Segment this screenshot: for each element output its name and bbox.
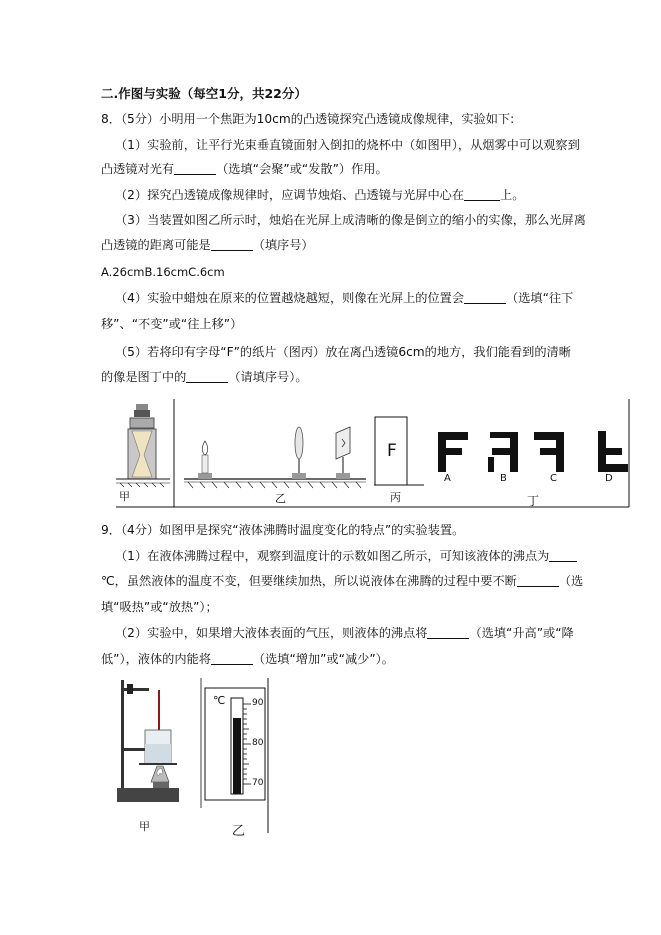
q8-part4-post: （选填“往下 bbox=[506, 291, 574, 305]
q8-part2-post: 上。 bbox=[500, 188, 525, 202]
q8-figure bbox=[116, 399, 630, 509]
tick-label-80: 80 bbox=[252, 738, 264, 748]
q9-part2-line1 bbox=[115, 625, 574, 641]
q9-part2-pre: （2）实验中，如果增大液体表面的气压，则液体的沸点将 bbox=[115, 626, 428, 640]
q9-part1-line1 bbox=[115, 548, 577, 564]
optical-bench-diagram bbox=[184, 427, 366, 488]
q8-part3-post: （填序号） bbox=[252, 238, 314, 252]
q8-part4-line1 bbox=[115, 290, 573, 306]
option-label-b: B bbox=[500, 473, 507, 484]
q8-part3-line2 bbox=[101, 237, 314, 253]
q8-part3-line1: （3）当装置如图乙所示时，烛焰在光屏上成清晰的像是倒立的缩小的实像，那么光屏离 bbox=[115, 213, 586, 227]
q9-part2-line2 bbox=[101, 651, 394, 667]
q9-part1-line3: 填“吸热”或“放热”）； bbox=[101, 600, 218, 614]
q8-part2 bbox=[115, 187, 524, 203]
answer-blank[interactable] bbox=[211, 652, 253, 665]
card-letter: F bbox=[387, 441, 397, 461]
image-options-diagram bbox=[438, 431, 628, 472]
q8-part2-pre: （2）探究凸透镜成像规律时，应调节烛焰、凸透镜与光屏中心在 bbox=[115, 188, 465, 202]
q9-part1-mid: ℃，虽然液体的温度不变，但要继续加热，所以说液体在沸腾的过程中要不断 bbox=[101, 574, 517, 588]
boiling-apparatus-diagram bbox=[117, 680, 179, 802]
q8-part5-post: （请填序号）。 bbox=[228, 370, 308, 384]
fig8-label-bing: 丙 bbox=[390, 491, 401, 504]
fig8-label-ding: 丁 bbox=[527, 494, 540, 508]
lens-beaker-diagram bbox=[116, 404, 170, 487]
answer-blank[interactable] bbox=[517, 574, 559, 587]
q9-part2b-pre: 低”），液体的内能将 bbox=[101, 652, 211, 666]
q9-part2-post: （选填“升高”或“降 bbox=[469, 626, 574, 640]
q8-part1-line2 bbox=[101, 161, 388, 177]
answer-blank[interactable] bbox=[186, 370, 228, 383]
q9-part1-pre: （1）在液体沸腾过程中，观察到温度计的示数如图乙所示，可知该液体的沸点为 bbox=[115, 549, 550, 563]
q8-part1-post: （选填“会聚”或“发散”）作用。 bbox=[216, 162, 388, 176]
q8-figure-svg bbox=[116, 399, 630, 509]
answer-blank[interactable] bbox=[464, 188, 500, 201]
thermometer-unit: ℃ bbox=[213, 694, 226, 707]
q9-figure bbox=[113, 678, 269, 834]
q9-part2b-post: （选填“增加”或“减少”）。 bbox=[252, 652, 394, 666]
option-label-a: A bbox=[444, 473, 451, 484]
q8-part1-line1: （1）实验前，让平行光束垂直镜面射入倒扣的烧杯中（如图甲），从烟雾中可以观察到 bbox=[115, 138, 580, 152]
fig9-label-yi: 乙 bbox=[232, 824, 246, 839]
q9-figure-svg bbox=[113, 678, 269, 834]
tick-label-90: 90 bbox=[252, 698, 264, 708]
q8-part5-line2 bbox=[101, 369, 308, 385]
section-title: 二.作图与实验（每空1分，共22分） bbox=[101, 86, 307, 101]
q8-part4-pre: （4）实验中蜡烛在原来的位置越烧越短，则像在光屏上的位置会 bbox=[115, 291, 465, 305]
fig9-label-jia: 甲 bbox=[139, 820, 150, 833]
fig8-label-jia: 甲 bbox=[119, 490, 130, 503]
answer-blank[interactable] bbox=[427, 626, 469, 639]
q8-part5-pre: 的像是图丁中的 bbox=[101, 370, 187, 384]
q8-header: 8．（5分）小明用一个焦距为10cm的凸透镜探究凸透镜成像规律，实验如下: bbox=[101, 112, 515, 126]
q9-header: 9．（4分）如图甲是探究“液体沸腾时温度变化的特点”的实验装置。 bbox=[101, 523, 465, 537]
q9-part1-post: （选 bbox=[558, 574, 584, 588]
q8-part5-line1: （5）若将印有字母“F”的纸片（图丙）放在离凸透镜6cm的地方，我们能看到的清晰 bbox=[115, 345, 571, 359]
q8-part1-pre: 凸透镜对光有 bbox=[101, 162, 175, 176]
q8-part4-line2: 移”、“不变”或“往上移”） bbox=[101, 317, 243, 331]
q8-part3-pre: 凸透镜的距离可能是 bbox=[101, 238, 211, 252]
option-label-d: D bbox=[605, 473, 613, 484]
answer-blank[interactable] bbox=[211, 238, 253, 251]
answer-blank[interactable] bbox=[549, 549, 577, 562]
option-label-c: C bbox=[550, 473, 557, 484]
q8-options: A.26cmB.16cmC.6cm bbox=[101, 265, 225, 279]
fig8-label-yi: 乙 bbox=[275, 492, 286, 505]
answer-blank[interactable] bbox=[464, 291, 506, 304]
tick-label-70: 70 bbox=[252, 778, 264, 788]
answer-blank[interactable] bbox=[174, 162, 216, 175]
q9-part1-line2 bbox=[101, 573, 583, 589]
